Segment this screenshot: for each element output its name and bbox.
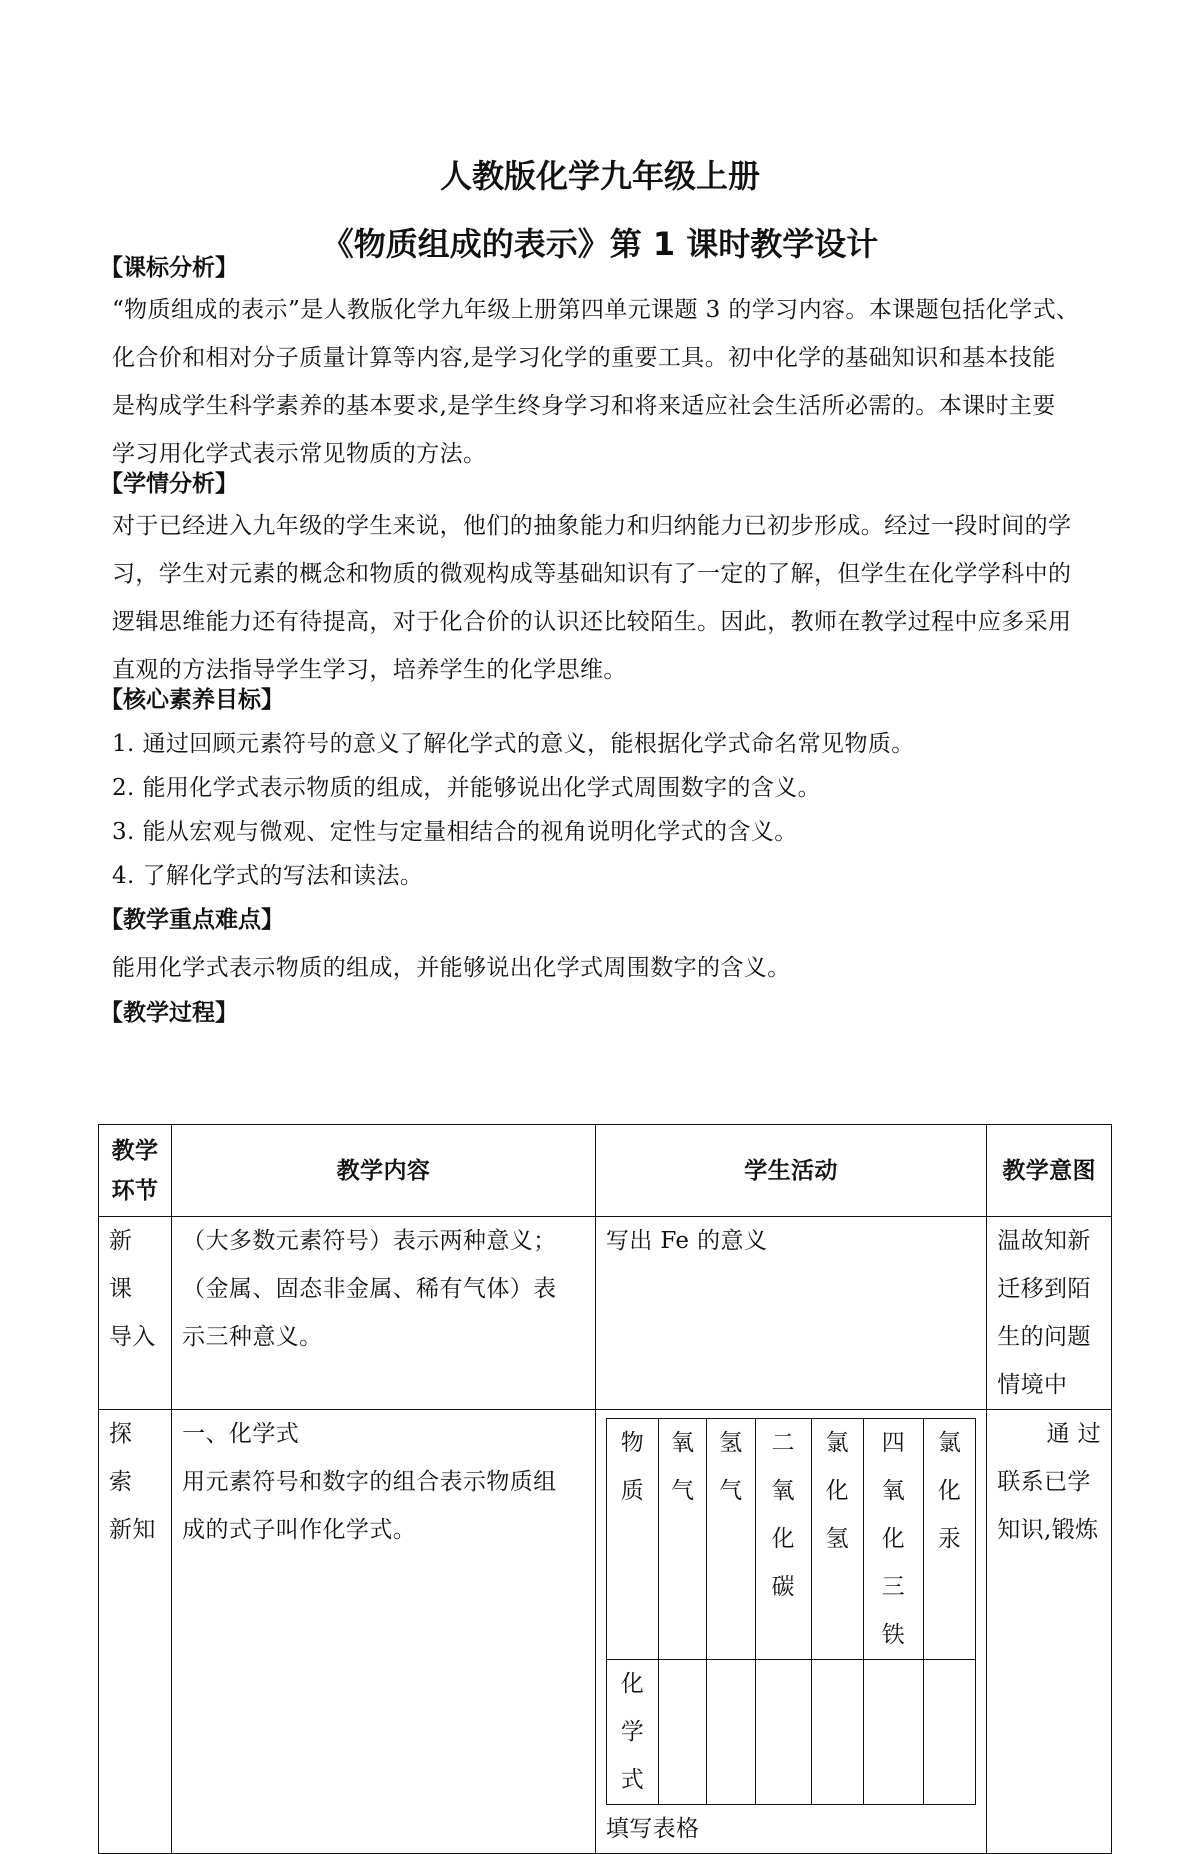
mini-table-header: 物质 氧气 氢气 二氧化碳 氯化氢 四氧化三铁 氯化汞 [606, 1419, 975, 1660]
students-line: 逻辑思维能力还有待提高，对于化合价的认识还比较陌生。因此，教师在教学过程中应多采用 [112, 609, 1072, 635]
curriculum-line: 学习用化学式表示常见物质的方法。 [112, 441, 487, 467]
table-header-row [99, 1125, 1112, 1217]
students-line: 对于已经进入九年级的学生来说，他们的抽象能力和归纳能力已初步形成。经过一段时间的学 [112, 513, 1072, 539]
heading-process: 【教学过程】 [100, 1000, 238, 1026]
goal-item-3: 3. 能从宏观与微观、定性与定量相结合的视角说明化学式的含义。 [112, 819, 798, 845]
row1-activity: 写出 Fe 的意义 [595, 1217, 986, 1410]
curriculum-line: 化合价和相对分子质量计算等内容,是学习化学的重要工具。初中化学的基础知识和基本技能 [112, 345, 1056, 371]
row1-intent: 温故知新 迁移到陌 生的问题 情境中 [987, 1217, 1112, 1410]
row2-intent: 通 过 联系已学 知识,锻炼 [987, 1410, 1112, 1854]
header-stage: 教学环节 [99, 1125, 172, 1217]
students-paragraph [112, 502, 1102, 694]
table-row [99, 1410, 1112, 1854]
row1-stage: 新 课 导入 [99, 1217, 172, 1410]
goal-item-1: 1. 通过回顾元素符号的意义了解化学式的意义，能根据化学式命名常见物质。 [112, 731, 915, 757]
table-row [99, 1217, 1112, 1410]
row1-content: （大多数元素符号）表示两种意义； （金属、固态非金属、稀有气体）表 示三种意义。 [172, 1217, 596, 1410]
header-intent: 教学意图 [987, 1125, 1112, 1217]
goal-item-2: 2. 能用化学式表示物质的组成，并能够说出化学式周围数字的含义。 [112, 775, 822, 801]
curriculum-line: “物质组成的表示”是人教版化学九年级上册第四单元课题 3 的学习内容。本课题包括化学式、 [112, 297, 1080, 323]
goal-item-4: 4. 了解化学式的写法和读法。 [112, 863, 424, 889]
heading-goals: 【核心素养目标】 [100, 687, 284, 713]
teaching-process-table [98, 1124, 1112, 1854]
row2-content: 一、化学式 用元素符号和数字的组合表示物质组 成的式子叫作化学式。 [172, 1410, 596, 1854]
header-activity: 学生活动 [595, 1125, 986, 1217]
row2-stage: 探 索 新知 [99, 1410, 172, 1854]
curriculum-line: 是构成学生科学素养的基本要求,是学生终身学习和将来适应社会生活所必需的。本课时主要 [112, 393, 1056, 419]
mini-table-row: 化学式 [606, 1660, 975, 1805]
students-line: 直观的方法指导学生学习，培养学生的化学思维。 [112, 657, 627, 683]
document-title-line2: 《物质组成的表示》第 1 课时教学设计 [321, 225, 879, 263]
heading-keypoints: 【教学重点难点】 [100, 907, 284, 933]
row2-activity: 物质 氧气 氢气 二氧化碳 氯化氢 四氧化三铁 氯化汞 化学式 填写表格 [595, 1410, 986, 1854]
substance-formula-table [606, 1418, 976, 1805]
curriculum-paragraph [112, 286, 1102, 478]
students-line: 习，学生对元素的概念和物质的微观构成等基础知识有了一定的了解，但学生在化学学科中的 [112, 561, 1072, 587]
header-content: 教学内容 [172, 1125, 596, 1217]
heading-students: 【学情分析】 [100, 471, 238, 497]
document-title-line1: 人教版化学九年级上册 [439, 157, 760, 195]
heading-curriculum: 【课标分析】 [100, 255, 238, 281]
keypoints-text: 能用化学式表示物质的组成，并能够说出化学式周围数字的含义。 [112, 955, 791, 981]
